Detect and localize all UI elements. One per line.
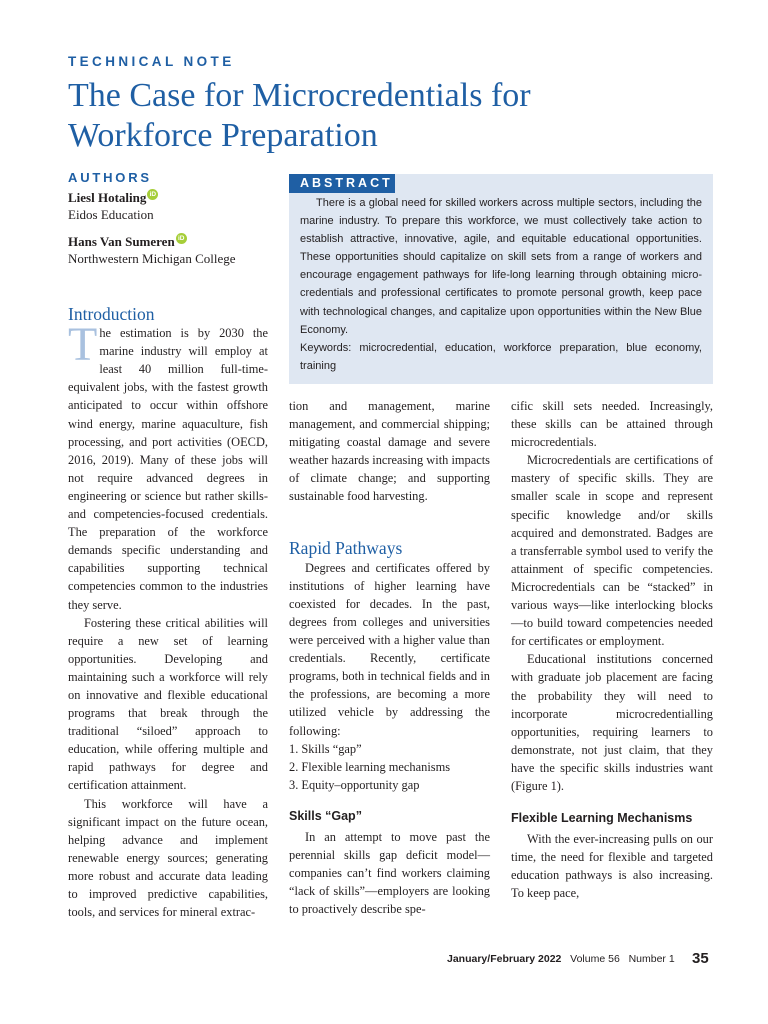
author-name: Hans Van Sumeren: [68, 234, 175, 249]
section-kicker: TECHNICAL NOTE: [68, 54, 235, 69]
column-2: [289, 397, 490, 918]
author-affiliation: Eidos Education: [68, 207, 154, 222]
page-number: 35: [692, 950, 709, 967]
abstract-body: There is a global need for skilled workers across multiple sectors, including the marine industry. To prepare this workforce, we must collectively take action to establish attractive, innovative, agile, and equitable educational opportunities. These opportunities should capitalize on skill sets from a range of workers and encourage engagement pathways for life-long learning through obtaining micro-credentials and professional certificates to promote personal growth, keep pace with technological changes, and capitalize upon opportunities within the New Blue Economy.: [300, 197, 702, 336]
skills-gap-paragraph: In an attempt to move past the perennial skills gap deficit model—companies can’t find workers claiming “lack of skills”—employers are looking to proactively describe spe-: [289, 829, 490, 917]
issue-volume: Volume 56: [570, 953, 620, 965]
author-name: Liesl Hotaling: [68, 190, 147, 205]
abstract-text: [300, 194, 702, 375]
list-item: 1. Skills “gap”: [289, 741, 362, 756]
drop-cap: T: [68, 318, 98, 372]
list-item: 2. Flexible learning mechanisms: [289, 759, 451, 774]
orcid-icon[interactable]: iD: [176, 233, 187, 244]
microcredentials-paragraph: Microcredentials are certifications of mastery of specific skills. They are smaller scale in scope and represent specific knowledge and/or skills acquired and demonstrated. Badges are a transferrable symbol used to verify the attainment of specific competencies. Microcredentials can be “stacked” in various ways—like interlocking blocks—to build toward competencies needed for certificates or employment.: [511, 453, 713, 649]
flexible-learning-heading: Flexible Learning Mechanisms: [511, 811, 693, 826]
orcid-icon[interactable]: iD: [147, 189, 158, 200]
issue-number: Number 1: [628, 953, 675, 965]
column-3: [511, 397, 713, 903]
institutions-paragraph: Educational institutions concerned with graduate job placement are facing the probability they will need to incorporate microcredentialling opportunities, requiring learners to demonstrate, not just claim, that they have the specific skills industries want (Figure 1).: [511, 652, 713, 793]
introduction-heading: Introduction: [68, 304, 155, 324]
issue-date: January/February 2022: [447, 953, 562, 965]
rapid-pathways-paragraph: Degrees and certificates offered by institutions of higher learning have coexisted for decades. In the past, degrees from colleges and universities were perceived with a higher value than credentials. Recently, certificate programs, both in technical fields and in the professions, are becoming a more utilized vehicle by addressing the following:: [289, 560, 490, 738]
authors-heading: AUTHORS: [68, 170, 152, 185]
list-item: 3. Equity–opportunity gap: [289, 777, 420, 792]
title-line-1: The Case for Microcredentials for: [68, 77, 531, 114]
author-block: [68, 189, 158, 223]
abstract-keywords: Keywords: microcredential, education, workforce preparation, blue economy, training: [300, 341, 702, 372]
intro-paragraph-2: Fostering these critical abilities will require a new set of learning opportunities. Developing and maintaining such a workforce will rely on innovative and flexible educational programs that break through the traditional “siloed” approach to education, while offering multiple and rapid pathways for degree and certification attainment.: [68, 615, 268, 793]
column-3-paragraph-1: cific skill sets needed. Increasingly, these skills can be attained through microcredentials.: [511, 399, 713, 450]
title-line-2: Workforce Preparation: [68, 117, 378, 154]
skills-gap-heading: Skills “Gap”: [289, 808, 362, 823]
column-2-paragraph-1: tion and management, marine management, and commercial shipping; mitigating coastal damage and severe weather hazards increasing with impacts of climate change; and supporting sustainable food harvesting.: [289, 399, 490, 504]
intro-paragraph-3: This workforce will have a significant impact on the future ocean, helping advance and implement renewable energy sources; generating more robust and accurate data leading to improved predictive capabilities, tools, and services for mineral extrac-: [68, 796, 268, 920]
flexible-learning-paragraph: With the ever-increasing pulls on our time, the need for flexible and targeted education pathways is also increasing. To keep pace,: [511, 832, 713, 901]
column-1: [68, 305, 268, 921]
rapid-pathways-heading: Rapid Pathways: [289, 537, 403, 558]
intro-paragraph-1: he estimation is by 2030 the marine industry will employ at least 40 million full-time-equivalent jobs, with the fastest growth anticipated to occur within offshore wind energy, marine aquaculture, fish processing, and port activities (OECD, 2016, 2019). Many of these jobs will not require advanced degrees in engineering or science but rather skills- and competencies-focused credentials. The preparation of the workforce demands specific understanding and capabilities supporting technical competencies common to the industries they serve.: [68, 326, 268, 612]
abstract-heading: ABSTRACT: [289, 174, 395, 193]
article-title: [68, 76, 688, 156]
pathways-list: [289, 740, 490, 794]
author-affiliation: Northwestern Michigan College: [68, 251, 236, 266]
page-footer: [447, 953, 675, 965]
author-block: [68, 233, 236, 267]
